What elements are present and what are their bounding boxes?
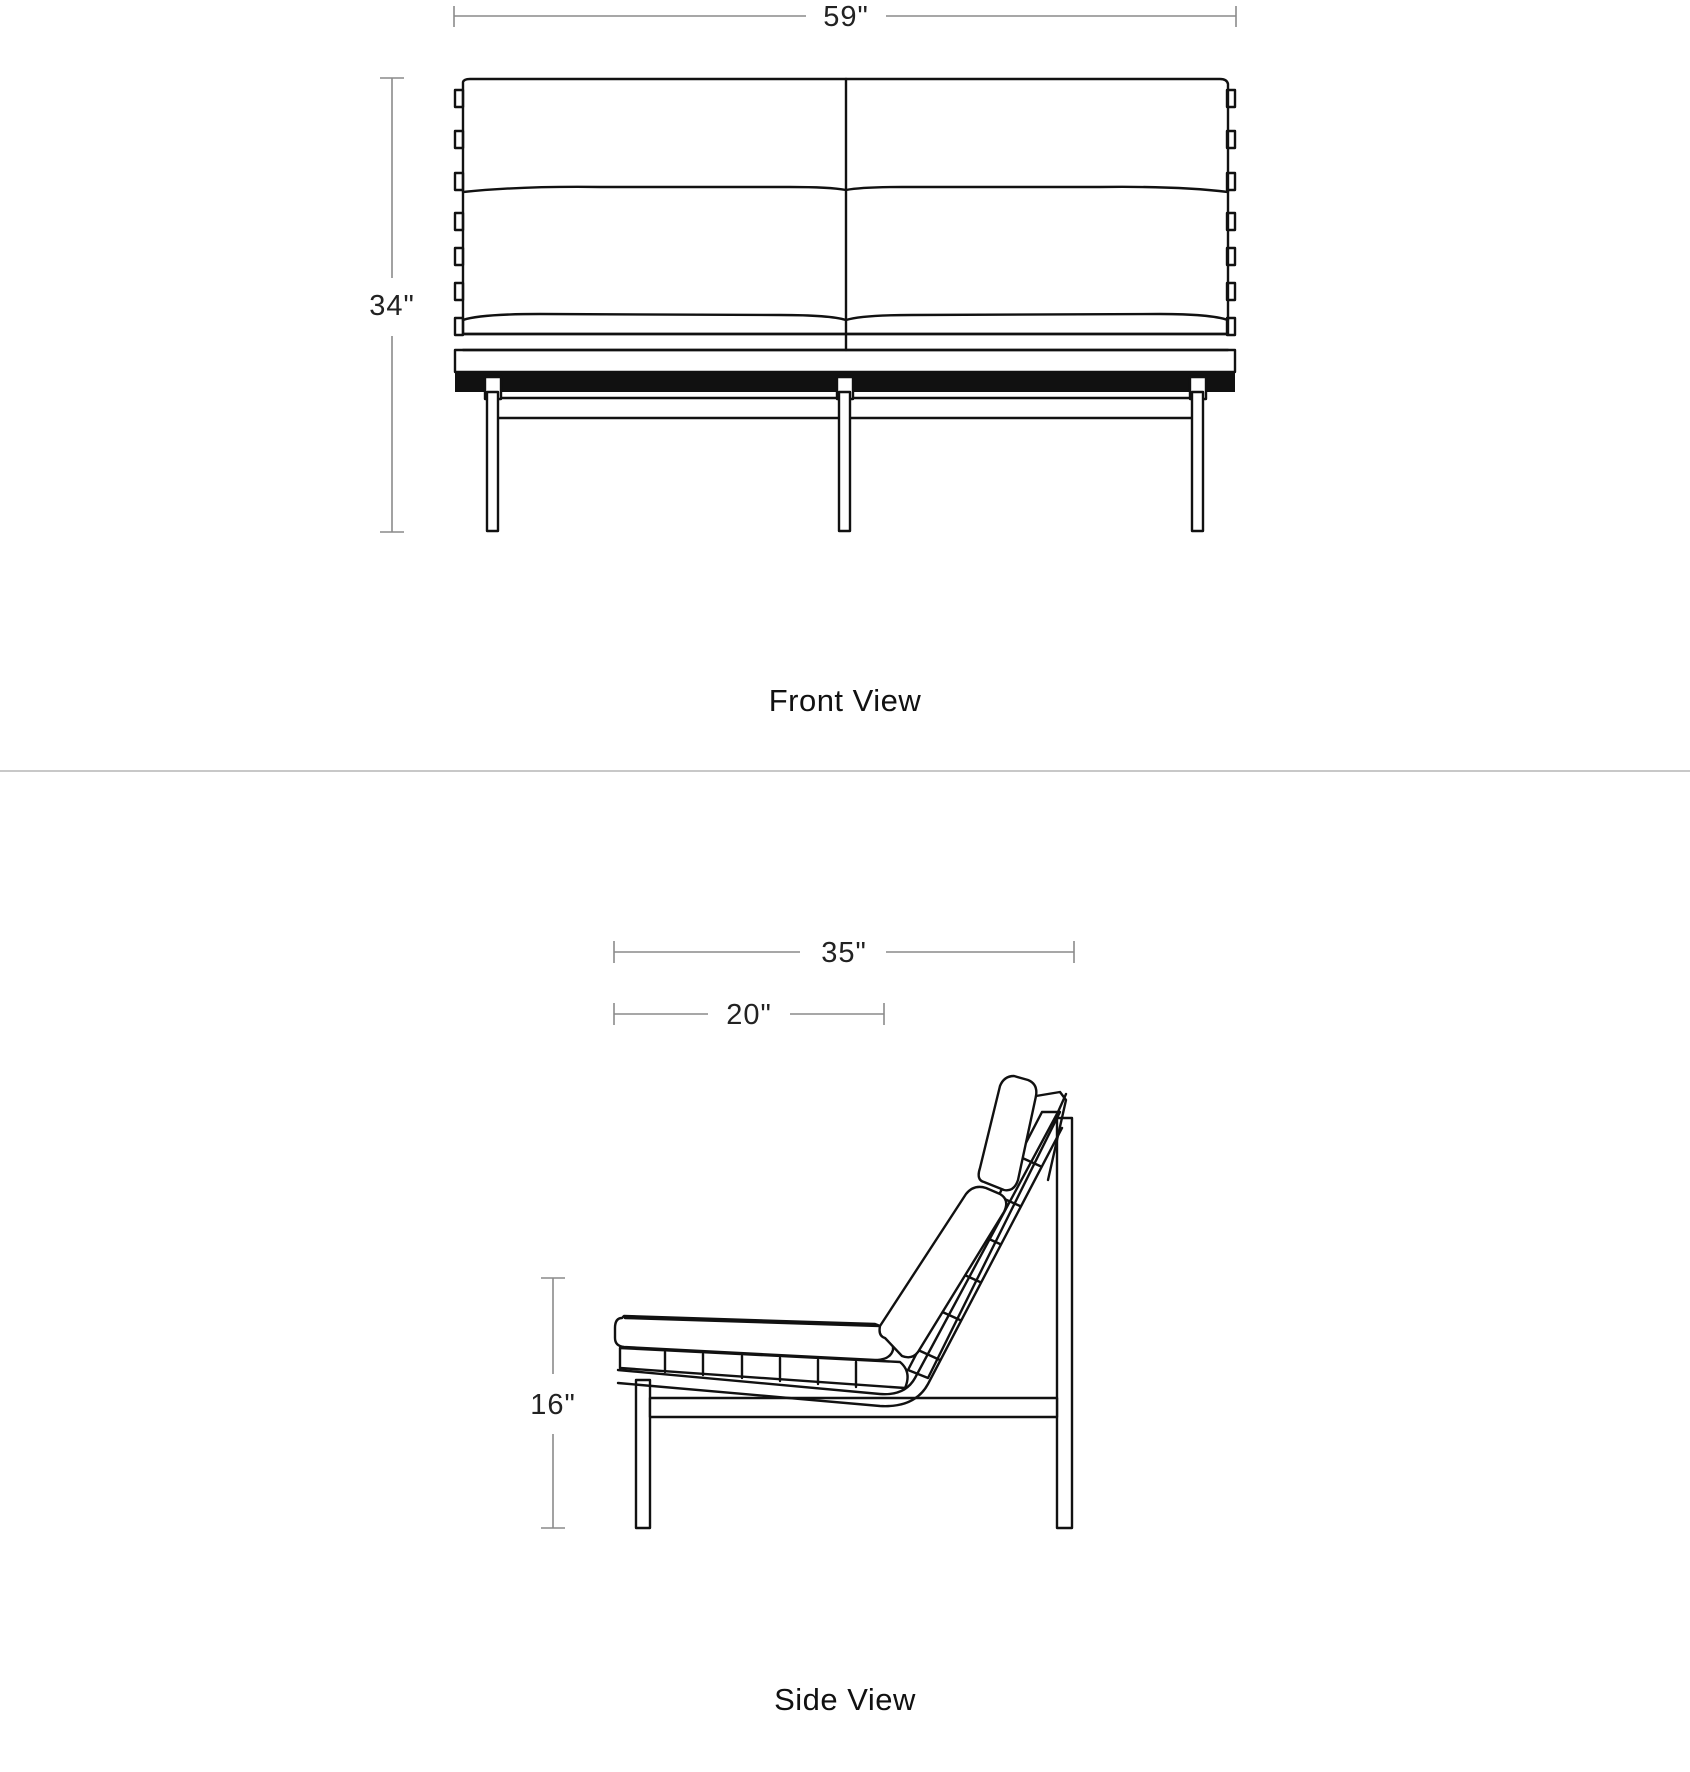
front-view-panel — [0, 0, 1690, 770]
front-height-dimension — [369, 78, 415, 532]
sofa-side-illustration — [615, 1076, 1072, 1528]
sofa-front-illustration — [455, 79, 1235, 531]
side-depth-label: 35" — [821, 937, 867, 969]
headrest-cushion — [979, 1076, 1037, 1190]
front-width-dimension — [454, 1, 1236, 33]
seat-depth-dimension — [614, 999, 884, 1031]
rear-post — [1057, 1118, 1072, 1528]
front-height-label: 34" — [369, 290, 415, 322]
seat-height-label: 16" — [530, 1389, 576, 1421]
seat-platform — [455, 350, 1235, 372]
front-leg — [636, 1380, 650, 1528]
side-stretcher — [650, 1398, 1057, 1417]
side-view-caption: Side View — [774, 1682, 916, 1717]
side-view-drawing — [0, 772, 1690, 1772]
side-view-panel — [0, 772, 1690, 1772]
side-depth-dimension — [614, 937, 1074, 969]
front-view-caption: Front View — [768, 683, 922, 718]
seat-height-dimension — [530, 1278, 576, 1528]
front-width-label: 59" — [823, 1, 869, 33]
seat-depth-label: 20" — [726, 999, 772, 1031]
front-view-drawing — [0, 0, 1690, 770]
